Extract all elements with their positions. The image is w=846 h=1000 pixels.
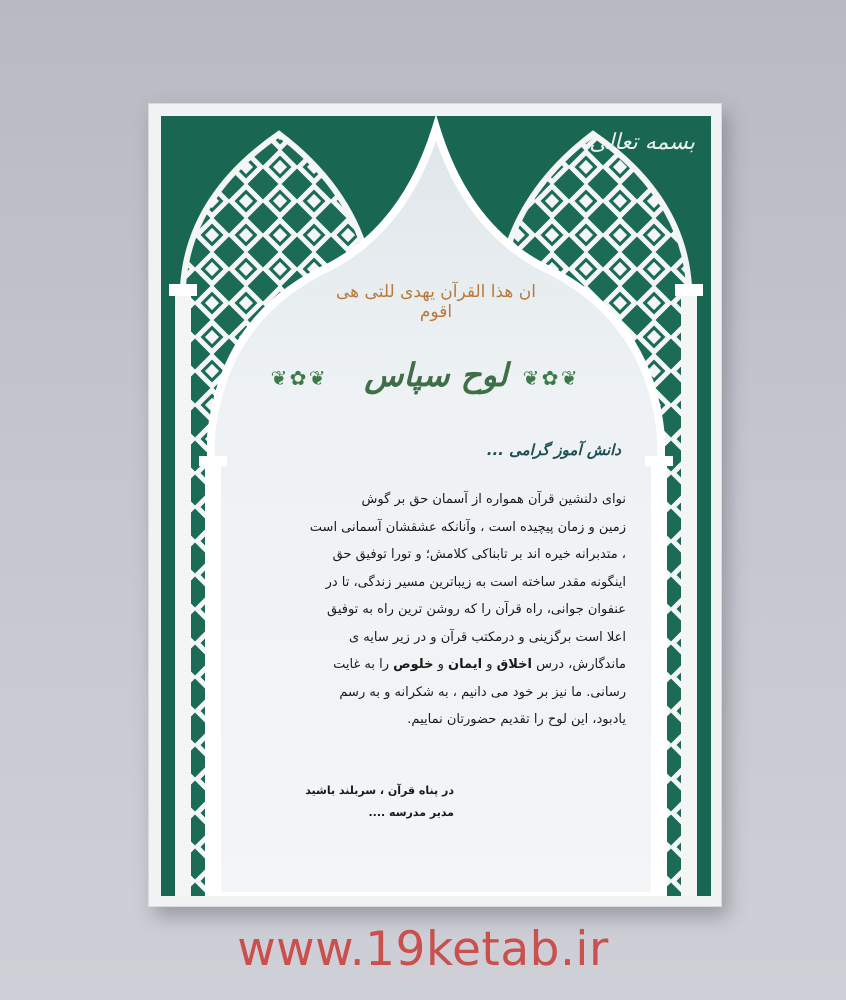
certificate-title: لوح سپاس [364,356,508,394]
quran-verse-calligraphy: ان هذا القرآن یهدی للتی هی اقوم [336,282,536,322]
body-line: ، متدبرانه خیره اند بر تابناکی کلامش؛ و تورا توفیق حق [332,547,626,562]
body-line [251,651,626,679]
signoff-block [279,780,454,824]
keyword-kholus: خلوص [393,657,434,672]
body-line-segment: و [482,657,497,672]
body-line-segment: ماندگارش، درس [531,657,626,672]
body-line-segment: و [433,657,449,672]
body-line-segment: را به غایت [333,657,394,672]
floral-ornament-left-icon: ❦ ✿ ❦ [270,366,324,390]
keyword-iman: ایمان [448,657,483,672]
signoff-blessing: در پناه قرآن ، سربلند باشید [305,784,454,797]
website-watermark: www.19ketab.ir [237,922,609,977]
floral-ornament-right-icon: ❦ ✿ ❦ [522,366,576,390]
keyword-akhlaq: اخلاق [496,657,532,672]
bismillah-calligraphy: بسمه تعالی [589,130,695,155]
greeting-heading: دانش آموز گرامی ... [486,441,621,459]
body-line: اعلا است برگزینی و درمکتب قرآن و در زیر سایه ی [349,629,626,645]
body-line: عنفوان جوانی، راه قرآن را که روشن ترین راه به توفیق [326,602,626,617]
body-line: یادبود، این لوح را تقدیم حضورتان نماییم. [407,712,626,727]
body-line: نوای دلنشین قرآن همواره از آسمان حق بر گوش [361,492,626,507]
body-line: رسانی. ما نیز بر خود می دانیم ، به شکرانه و به رسم [339,684,626,700]
certificate-poster [161,116,711,896]
certificate-body [251,486,626,734]
signoff-principal: مدیر مدرسه .... [368,806,454,819]
body-line: اینگونه مقدر ساخته است به زیباترین مسیر زندگی، تا در [325,574,626,590]
body-line: زمین و زمان پیچیده است ، وآنانکه عشقشان آسمانی است [309,519,626,535]
